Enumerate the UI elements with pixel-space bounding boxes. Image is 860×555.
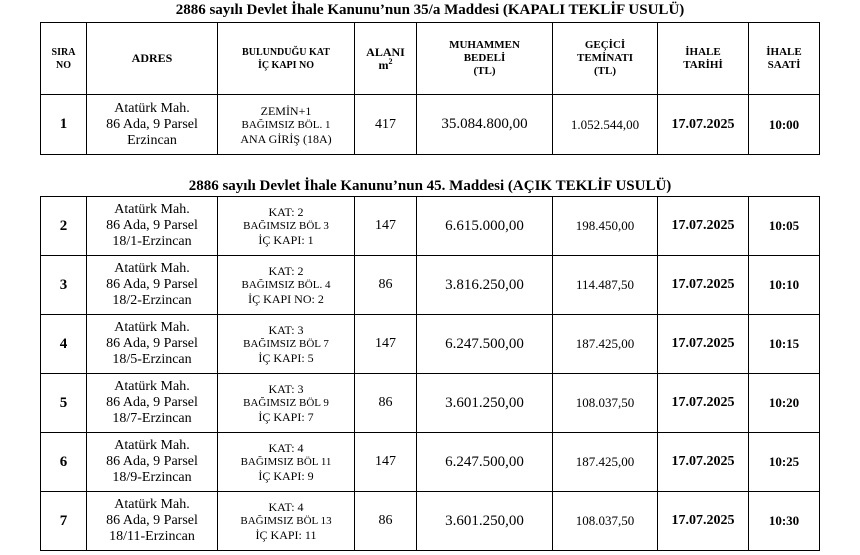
row-alani: 147 <box>355 315 417 374</box>
row-adres: Atatürk Mah. 86 Ada, 9 Parsel Erzincan <box>87 95 218 155</box>
row-alani: 86 <box>355 374 417 433</box>
table-row <box>41 256 820 315</box>
row-teminat: 108.037,50 <box>553 492 658 551</box>
row-sira: 1 <box>41 95 87 155</box>
row-sira: 7 <box>41 492 87 551</box>
header-bulundugu: BULUNDUĞU KAT İÇ KAPI NO <box>218 23 355 95</box>
row-sira: 5 <box>41 374 87 433</box>
header-row <box>41 23 820 95</box>
header-muhammen: MUHAMMEN BEDELİ (TL) <box>417 23 553 95</box>
row-tarih: 17.07.2025 <box>658 197 749 256</box>
row-saat: 10:20 <box>749 374 820 433</box>
row-alani: 86 <box>355 256 417 315</box>
row-saat: 10:30 <box>749 492 820 551</box>
row-bedel: 3.601.250,00 <box>417 492 553 551</box>
row-saat: 10:15 <box>749 315 820 374</box>
row-tarih: 17.07.2025 <box>658 95 749 155</box>
row-tarih: 17.07.2025 <box>658 492 749 551</box>
header-adres: ADRES <box>87 23 218 95</box>
row-teminat: 114.487,50 <box>553 256 658 315</box>
row-saat: 10:00 <box>749 95 820 155</box>
row-tarih: 17.07.2025 <box>658 374 749 433</box>
table-row <box>41 95 820 155</box>
row-bedel: 6.615.000,00 <box>417 197 553 256</box>
table-row <box>41 197 820 256</box>
row-teminat: 108.037,50 <box>553 374 658 433</box>
table-row <box>41 315 820 374</box>
row-alani: 86 <box>355 492 417 551</box>
row-adres: Atatürk Mah. 86 Ada, 9 Parsel 18/7-Erzincan <box>87 374 218 433</box>
table-row <box>41 433 820 492</box>
row-bedel: 35.084.800,00 <box>417 95 553 155</box>
row-bedel: 3.601.250,00 <box>417 374 553 433</box>
row-alani: 417 <box>355 95 417 155</box>
row-tarih: 17.07.2025 <box>658 256 749 315</box>
row-teminat: 1.052.544,00 <box>553 95 658 155</box>
row-bedel: 3.816.250,00 <box>417 256 553 315</box>
row-tarih: 17.07.2025 <box>658 315 749 374</box>
row-alani: 147 <box>355 197 417 256</box>
row-bulundugu: ZEMİN+1 BAĞIMSIZ BÖL. 1 ANA GİRİŞ (18A) <box>218 95 355 155</box>
row-tarih: 17.07.2025 <box>658 433 749 492</box>
header-alani: ALANI $m^2$ <box>355 23 417 95</box>
row-saat: 10:10 <box>749 256 820 315</box>
row-bulundugu: KAT: 2 BAĞIMSIZ BÖL. 4 İÇ KAPI NO: 2 <box>218 256 355 315</box>
row-sira: 4 <box>41 315 87 374</box>
row-bulundugu: KAT: 3 BAĞIMSIZ BÖL 9 İÇ KAPI: 7 <box>218 374 355 433</box>
header-gecici: GEÇİCİ TEMİNATI (TL) <box>553 23 658 95</box>
row-bedel: 6.247.500,00 <box>417 315 553 374</box>
row-teminat: 187.425,00 <box>553 433 658 492</box>
closed-bid-table <box>40 22 820 155</box>
header-sira: SIRA NO <box>41 23 87 95</box>
row-sira: 6 <box>41 433 87 492</box>
header-tarih: İHALE TARİHİ <box>658 23 749 95</box>
table-row <box>41 374 820 433</box>
row-bulundugu: KAT: 2 BAĞIMSIZ BÖL 3 İÇ KAPI: 1 <box>218 197 355 256</box>
row-adres: Atatürk Mah. 86 Ada, 9 Parsel 18/2-Erzincan <box>87 256 218 315</box>
row-sira: 2 <box>41 197 87 256</box>
row-adres: Atatürk Mah. 86 Ada, 9 Parsel 18/11-Erzincan <box>87 492 218 551</box>
section2-title: 2886 sayılı Devlet İhale Kanunu’nun 45. Maddesi (AÇIK TEKLİF USULÜ) <box>188 178 672 194</box>
row-teminat: 187.425,00 <box>553 315 658 374</box>
section1-title: 2886 sayılı Devlet İhale Kanunu’nun 35/a Maddesi (KAPALI TEKLİF USULÜ) <box>175 2 685 18</box>
open-bid-table <box>40 196 820 551</box>
row-bedel: 6.247.500,00 <box>417 433 553 492</box>
table-row <box>41 492 820 551</box>
row-saat: 10:05 <box>749 197 820 256</box>
row-adres: Atatürk Mah. 86 Ada, 9 Parsel 18/9-Erzincan <box>87 433 218 492</box>
row-teminat: 198.450,00 <box>553 197 658 256</box>
row-adres: Atatürk Mah. 86 Ada, 9 Parsel 18/5-Erzincan <box>87 315 218 374</box>
row-bulundugu: KAT: 4 BAĞIMSIZ BÖL 13 İÇ KAPI: 11 <box>218 492 355 551</box>
row-adres: Atatürk Mah. 86 Ada, 9 Parsel 18/1-Erzincan <box>87 197 218 256</box>
row-bulundugu: KAT: 3 BAĞIMSIZ BÖL 7 İÇ KAPI: 5 <box>218 315 355 374</box>
row-sira: 3 <box>41 256 87 315</box>
row-bulundugu: KAT: 4 BAĞIMSIZ BÖL 11 İÇ KAPI: 9 <box>218 433 355 492</box>
row-saat: 10:25 <box>749 433 820 492</box>
header-saat: İHALE SAATİ <box>749 23 820 95</box>
row-alani: 147 <box>355 433 417 492</box>
